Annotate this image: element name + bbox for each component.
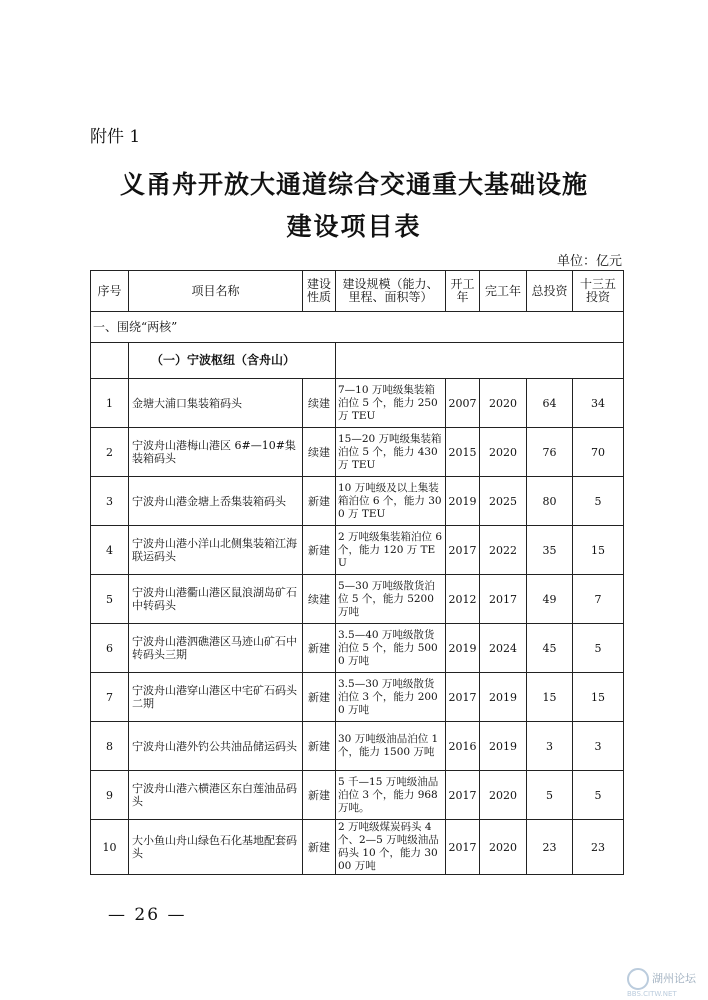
project-name: 金塘大浦口集装箱码头 [129,379,303,428]
header-cell: 开工年 [446,271,480,312]
row-number: 6 [91,624,129,673]
end-year: 2020 [480,820,527,875]
start-year: 2017 [446,820,480,875]
total-investment: 64 [527,379,573,428]
watermark [627,968,696,998]
end-year: 2020 [480,379,527,428]
total-investment: 76 [527,428,573,477]
table-row [91,624,624,673]
row-number: 9 [91,771,129,820]
construction-scale: 3.5—40 万吨级散货泊位 5 个，能力 5000 万吨 [336,624,446,673]
watermark-text: 湖州论坛 [652,972,696,985]
table-row [91,575,624,624]
total-investment: 15 [527,673,573,722]
construction-scale: 30 万吨级油品泊位 1 个，能力 1500 万吨 [336,722,446,771]
table-header-row [91,271,624,312]
project-name: 宁波舟山港泗礁港区马迹山矿石中转码头三期 [129,624,303,673]
plan-investment: 5 [573,771,624,820]
total-investment: 3 [527,722,573,771]
construction-type: 新建 [303,722,336,771]
header-cell: 建设性质 [303,271,336,312]
construction-scale: 2 万吨级煤炭码头 4 个、2—5 万吨级油品码头 10 个，能力 3000 万吨 [336,820,446,875]
construction-scale: 15—20 万吨级集装箱泊位 5 个，能力 430 万 TEU [336,428,446,477]
page-subtitle: 建设项目表 [286,212,422,241]
page-number: — 26 — [108,905,187,925]
section-title: 一、围绕“两核” [91,312,624,343]
header-cell: 完工年 [480,271,527,312]
table-row [91,673,624,722]
project-table [90,270,624,875]
project-name: 宁波舟山港穿山港区中宅矿石码头二期 [129,673,303,722]
end-year: 2020 [480,428,527,477]
total-investment: 5 [527,771,573,820]
project-name: 宁波舟山港小洋山北侧集装箱江海联运码头 [129,526,303,575]
construction-type: 新建 [303,771,336,820]
construction-type: 新建 [303,624,336,673]
plan-investment: 23 [573,820,624,875]
end-year: 2017 [480,575,527,624]
row-number: 10 [91,820,129,875]
subsection-title: （一）宁波枢纽（含舟山） [129,343,336,379]
project-name: 宁波舟山港外钓公共油品储运码头 [129,722,303,771]
header-cell: 总投资 [527,271,573,312]
total-investment: 45 [527,624,573,673]
table-row [91,428,624,477]
construction-scale: 7—10 万吨级集装箱泊位 5 个，能力 250 万 TEU [336,379,446,428]
header-cell: 建设规模（能力、里程、面积等） [336,271,446,312]
start-year: 2019 [446,624,480,673]
empty-cell [336,343,624,379]
row-number: 2 [91,428,129,477]
section-row [91,312,624,343]
construction-scale: 10 万吨级及以上集装箱泊位 6 个，能力 300 万 TEU [336,477,446,526]
header-cell: 序号 [91,271,129,312]
project-name: 宁波舟山港金塘上岙集装箱码头 [129,477,303,526]
end-year: 2020 [480,771,527,820]
project-name: 大小鱼山舟山绿色石化基地配套码头 [129,820,303,875]
construction-type: 新建 [303,526,336,575]
row-number: 4 [91,526,129,575]
row-number: 7 [91,673,129,722]
total-investment: 35 [527,526,573,575]
construction-scale: 5 千—15 万吨级油品泊位 3 个，能力 968 万吨。 [336,771,446,820]
end-year: 2019 [480,673,527,722]
construction-type: 续建 [303,379,336,428]
header-cell: 项目名称 [129,271,303,312]
plan-investment: 15 [573,673,624,722]
plan-investment: 70 [573,428,624,477]
row-number: 1 [91,379,129,428]
start-year: 2015 [446,428,480,477]
plan-investment: 5 [573,624,624,673]
start-year: 2017 [446,771,480,820]
plan-investment: 15 [573,526,624,575]
plan-investment: 3 [573,722,624,771]
end-year: 2022 [480,526,527,575]
construction-scale: 3.5—30 万吨级散货泊位 3 个，能力 2000 万吨 [336,673,446,722]
table-row [91,526,624,575]
unit-label: 单位：亿元 [556,254,622,269]
construction-type: 新建 [303,820,336,875]
table-row [91,379,624,428]
plan-investment: 5 [573,477,624,526]
end-year: 2024 [480,624,527,673]
total-investment: 80 [527,477,573,526]
table-row [91,477,624,526]
attachment-label: 附件 1 [90,127,141,147]
start-year: 2019 [446,477,480,526]
construction-type: 续建 [303,428,336,477]
construction-type: 新建 [303,673,336,722]
watermark-subtext: BBS.CITW.NET [627,990,677,998]
subsection-row [91,343,624,379]
watermark-logo-icon [627,968,649,990]
table-row [91,820,624,875]
row-number: 8 [91,722,129,771]
project-name: 宁波舟山港六横港区东白莲油品码头 [129,771,303,820]
header-cell: 十三五投资 [573,271,624,312]
plan-investment: 7 [573,575,624,624]
total-investment: 23 [527,820,573,875]
start-year: 2016 [446,722,480,771]
table-row [91,722,624,771]
project-name: 宁波舟山港衢山港区鼠浪湖岛矿石中转码头 [129,575,303,624]
row-number: 3 [91,477,129,526]
construction-scale: 2 万吨级集装箱泊位 6 个，能力 120 万 TEU [336,526,446,575]
construction-scale: 5—30 万吨级散货泊位 5 个，能力 5200 万吨 [336,575,446,624]
table-row [91,771,624,820]
end-year: 2025 [480,477,527,526]
row-number: 5 [91,575,129,624]
page-title: 义甬舟开放大通道综合交通重大基础设施 [119,170,588,199]
start-year: 2017 [446,526,480,575]
end-year: 2019 [480,722,527,771]
start-year: 2017 [446,673,480,722]
plan-investment: 34 [573,379,624,428]
start-year: 2012 [446,575,480,624]
construction-type: 新建 [303,477,336,526]
construction-type: 续建 [303,575,336,624]
project-name: 宁波舟山港梅山港区 6#—10#集装箱码头 [129,428,303,477]
total-investment: 49 [527,575,573,624]
start-year: 2007 [446,379,480,428]
empty-cell [91,343,129,379]
